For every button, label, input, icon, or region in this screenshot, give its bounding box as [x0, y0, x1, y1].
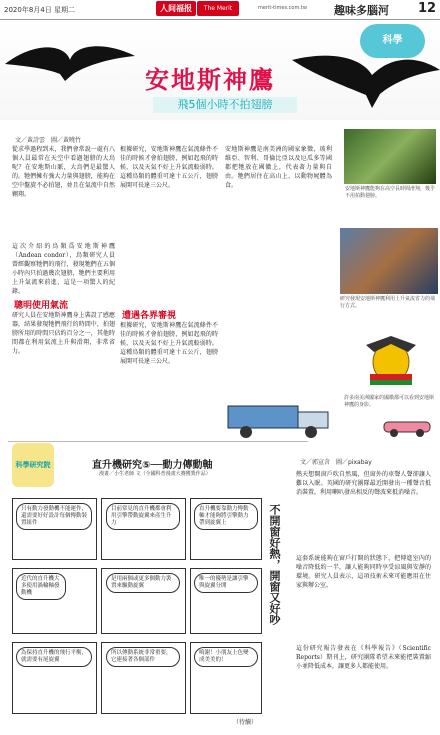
main-headline: 安地斯神鷹	[145, 66, 275, 94]
national-emblem-icon	[356, 330, 426, 390]
main-paragraph-3: 研究人員在安地斯神鷹身上裝設了感應器，結果發現牠們飛行的時間中，拍翅膀所用的時間只佔約百分之一，其他時間都在利用氣流上升與滑翔，非常省力。	[12, 312, 115, 355]
section-title: 趣味多腦河	[334, 4, 389, 17]
section-heading-2: 遭遇各界審視	[122, 311, 177, 321]
photo-caption-3: 許多南美洲國家的國徽都可以看到安地斯神鷹的身影。	[344, 395, 435, 408]
comic-kicker: 科學研究院	[12, 443, 54, 487]
comic-bubble-2: 目前常見的直升機都會利用引擎帶動旋翼來產生升力	[106, 503, 180, 530]
main-paragraph-1: 從求學過程到未，我們會常說一處有八個人員最常在天空中看過翅膀的大鳥呢？在安地斯山脈，大鳥們是最驚人的。牠們擁有強大力量與翅膀，能夠在空中盤旋不必拍翅，並且在氣流中自然翱翔。	[12, 146, 115, 198]
section-divider	[8, 441, 308, 442]
newspaper-logo: 人间福报	[156, 1, 196, 16]
site-url: merit-times.com.tw	[258, 5, 307, 11]
condor-perched-photo	[340, 228, 438, 294]
comic-bubble-9: 鳴謝！小朋友上色變成美美的！	[194, 647, 258, 667]
side-story-paragraph-2: 這套系統能夠在窗戶打開的狀態下，把傳進室內的噪音降低約一半，讓人能夠同時享受涼風與安靜的環境。研究人員表示，這項技術未來可能應用在住家與辦公室。	[296, 555, 431, 589]
condor-silhouette-icon	[5, 36, 135, 96]
page-number: 12	[418, 1, 437, 16]
truck-illustration-icon	[226, 396, 346, 440]
main-byline: 文／黃詩雲 圖／黃曉竹	[15, 137, 82, 144]
comic-series-title: 直升機研究⑤──動力傳動軸	[92, 460, 213, 471]
car-illustration-icon	[382, 414, 432, 438]
section-heading-1: 聰明使用氣流	[14, 301, 69, 311]
comic-bubble-5: 是用兩個或更多個動力裝置來驅動旋翼	[106, 573, 180, 593]
side-story-title: 不開窗好熱，開窗又好吵	[268, 504, 281, 625]
main-paragraph-5: 根據研究，安地斯神鷹在氣流條件不佳的時候才會拍翅膀，例如起飛的時候，以及天氣不好上升氣流較弱時。這種鳥類的體重可達十五公斤，翅膀展開可長達三公尺。	[120, 322, 218, 365]
main-subheadline: 飛5個小時不拍翅膀	[153, 97, 297, 113]
main-paragraph-6: 安地斯神鷹是南美洲的國家象徵，玻利維亞、智利、哥倫比亞以及厄瓜多等國都把牠放在國徽上，代表著力量與自由。牠們居住在高山上，以動物屍體為食。	[225, 146, 332, 189]
newspaper-logo-english: The Merit	[197, 1, 239, 16]
comic-footnote: （待續）	[233, 719, 258, 726]
comic-author: 漫畫／小生老師 文（全國科普漫畫大賽獲獎作品）	[99, 471, 211, 477]
main-paragraph-4: 根據研究，安地斯神鷹在氣流條件不佳的時候才會拍翅膀，例如起飛的時候，以及天氣不好上升氣流較弱時。這種鳥類的體重可達十五公斤，翅膀展開可長達三公尺。	[120, 146, 218, 189]
photo-caption-1: 安地斯神鷹能夠在高空長時間滑翔，幾乎不用拍動翅膀。	[345, 186, 436, 199]
comic-bubble-1: 只有動力發動機不能運作，還需要好好設計每個傳動裝置組件	[16, 503, 92, 530]
main-paragraph-2: 這次介紹的鳥類爲安地斯神鷹（Andean condor），鳥類研究人員曾經觀察牠們的飛行，發現牠們在五個小時內只拍過幾次翅膀，牠們主要利用上升氣流來前進，這是一項驚人的紀錄。	[12, 243, 115, 295]
comic-bubble-7: 為保持直升機的飛行平衡，就需要有尾旋翼	[16, 647, 92, 667]
photo-caption-2: 研究發現安地斯神鷹利用上升氣流省力的飛行方式。	[340, 296, 436, 309]
issue-date: 2020年8月4日 星期二	[4, 6, 75, 14]
side-story-paragraph-3: 這份研究報告發表在《科學報告》（Scientific Reports）期刊上，研究團隊希望未來能把裝置縮小並降低成本，讓更多人都能使用。	[296, 645, 431, 670]
side-story-byline: 文／郭宣含 圖／pixabay	[300, 459, 372, 466]
condor-flying-photo	[344, 129, 436, 184]
comic-bubble-6: 唯一的優勢是讓引擎與旋翼分開	[194, 573, 258, 593]
comic-bubble-4: 近代的直升機大多使用渦輪軸發動機	[16, 573, 66, 600]
comic-bubble-3: 直升機要靠動力傳動軸才能夠將引擎動力帶到旋翼上	[194, 503, 258, 530]
science-badge: 科學	[360, 24, 425, 58]
comic-bubble-8: 所以傳動系統非常重要，它連接著各個部件	[106, 647, 180, 667]
side-story-paragraph-1: 熱天想開窗戶吹自然風，但窗外的車聲人聲卻讓人難以入眠。英國的研究團隊最近開發出一種聲音抵消裝置，利用喇叭發出相反的聲波來抵消噪音。	[296, 471, 431, 496]
